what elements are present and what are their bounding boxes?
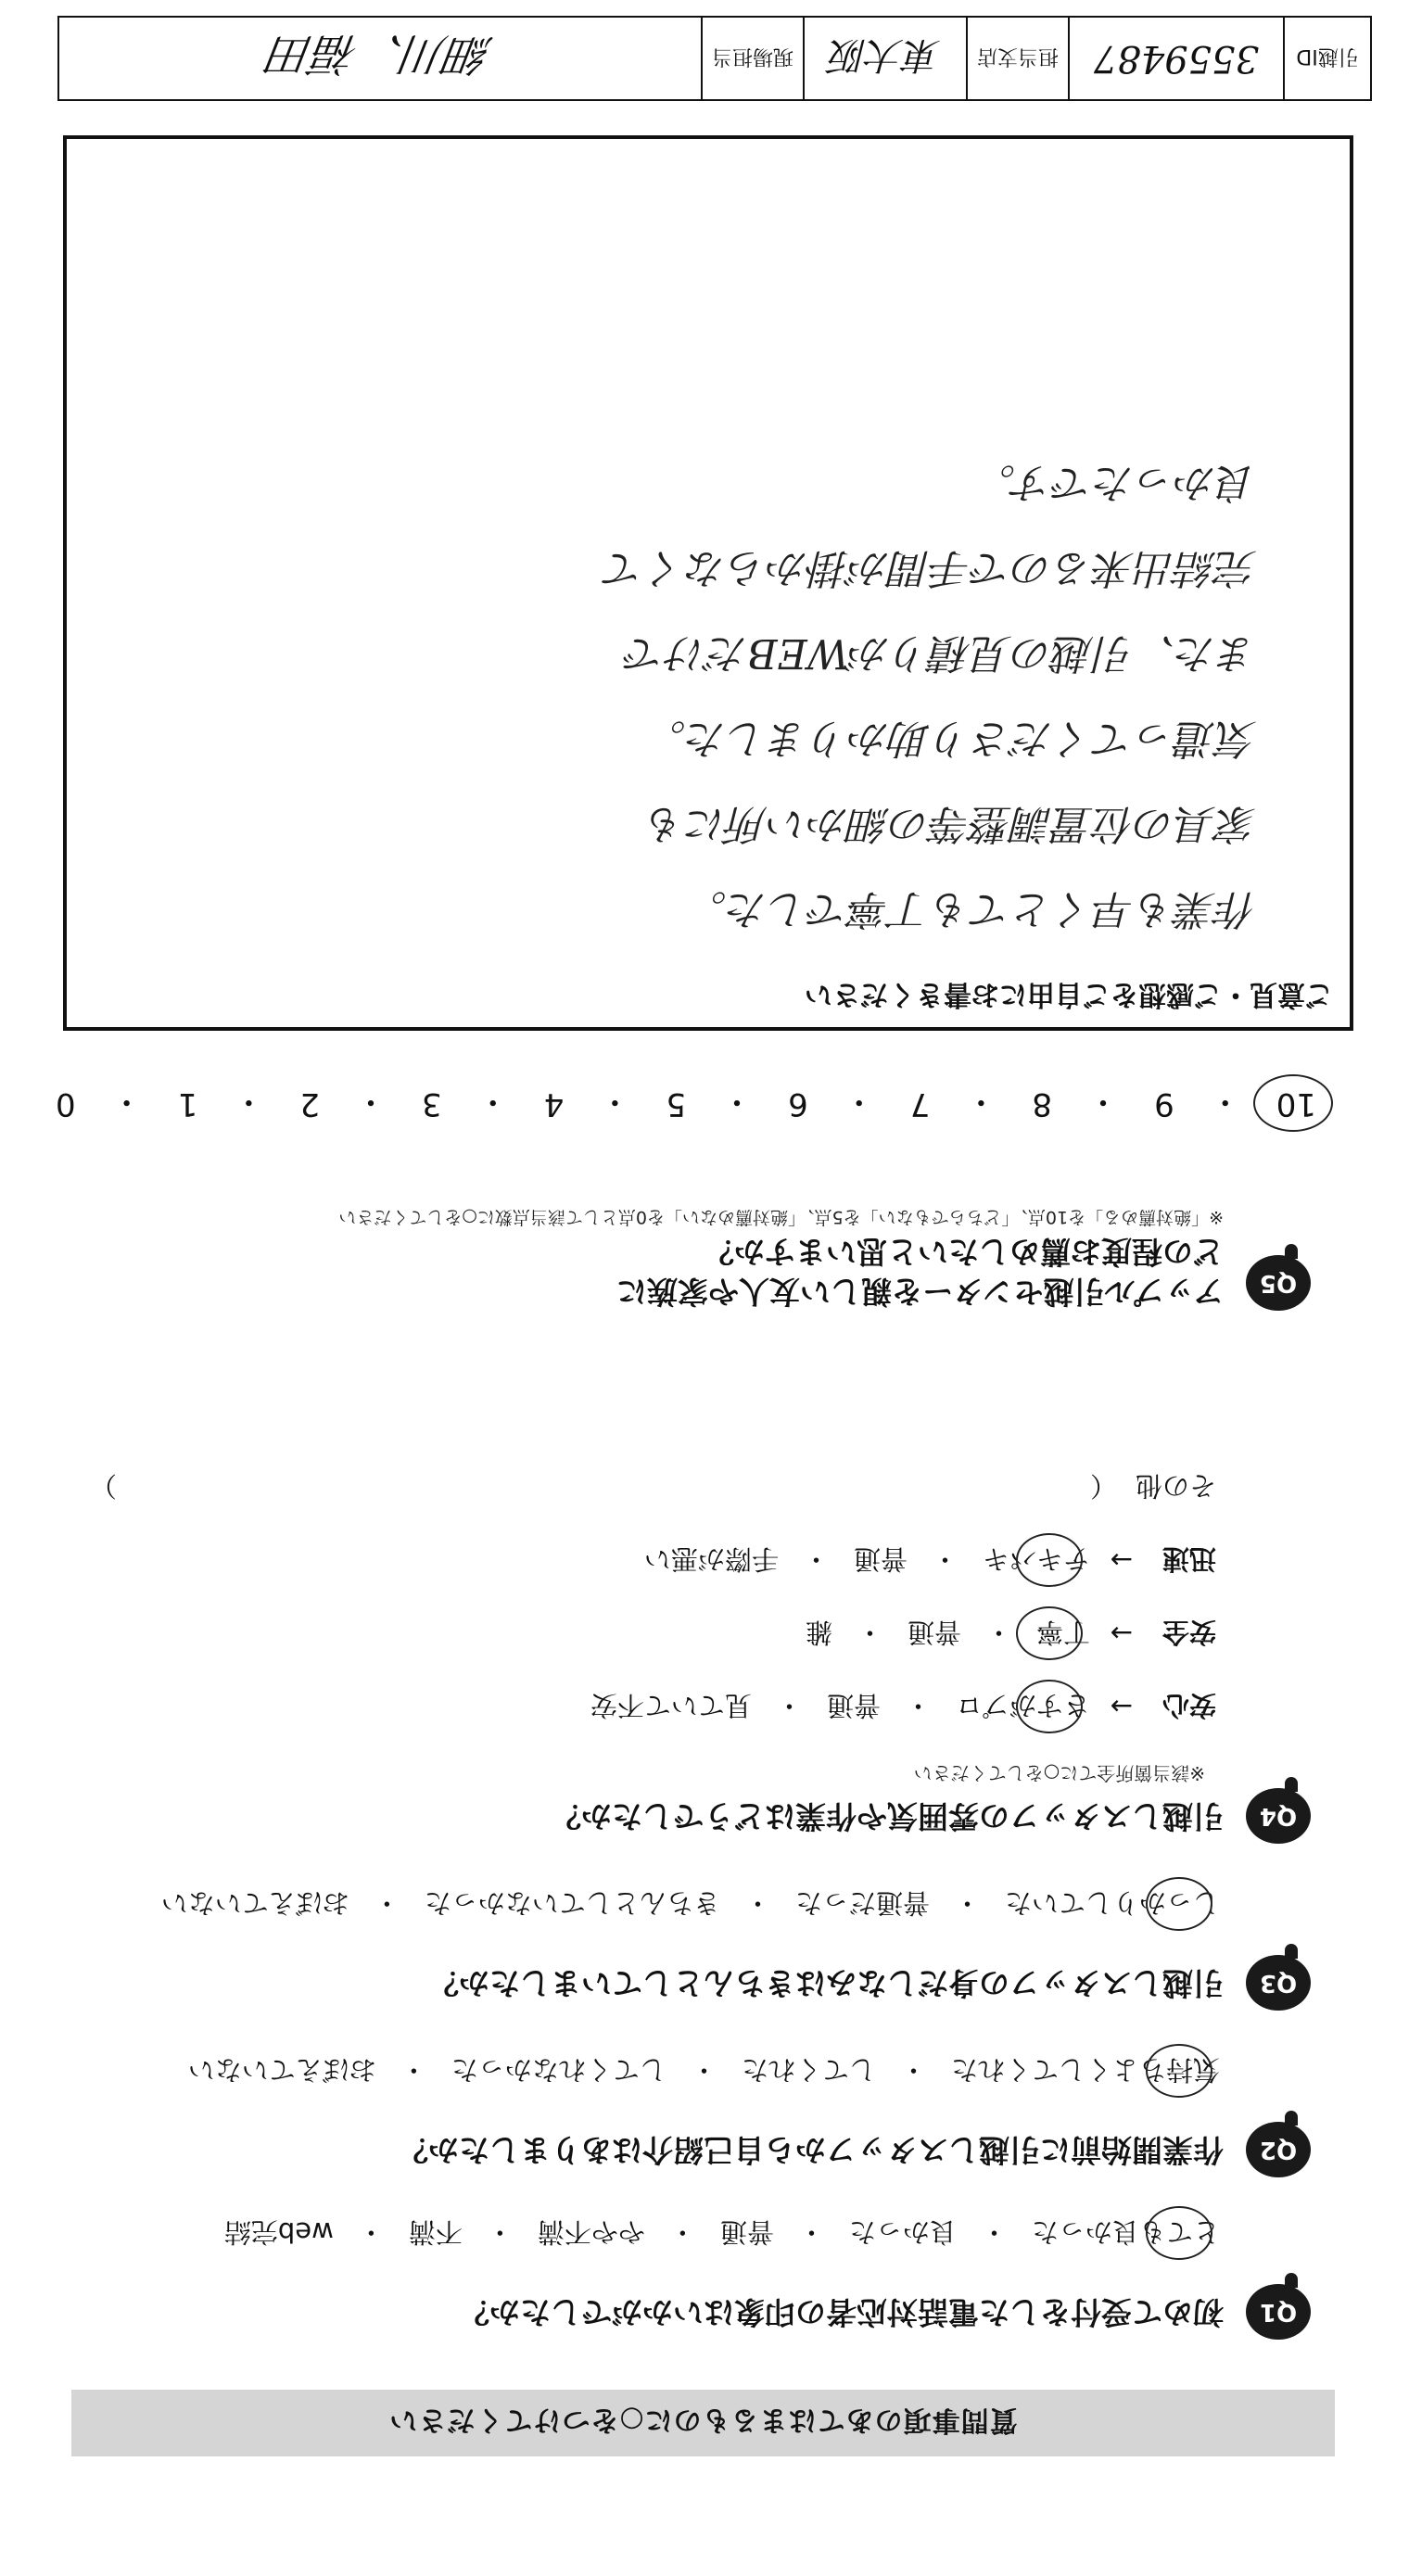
q4-option[interactable]: 見ていて不安 — [590, 1690, 752, 1721]
q4-option[interactable]: 丁寧 — [1033, 1615, 1094, 1653]
q1-option[interactable]: 不満 — [408, 2216, 463, 2248]
instruction-text: 質問事項のあてはまるものに○をつけてください — [388, 2404, 1018, 2436]
q4-option[interactable]: 普通 — [853, 1543, 908, 1575]
comment-line: 気遣ってくださり助かりました。 — [645, 715, 1257, 762]
q5-text-line2: どの程度お薦めしたいと思いますか？ — [704, 1234, 1224, 1271]
scale-option[interactable]: 4 — [543, 1085, 565, 1123]
branch-label: 担当支店 — [968, 18, 1070, 99]
comment-line: 作業も早くとても丁寧でした。 — [686, 885, 1257, 933]
q2-options: 気持ちよくしてくれた ・ してくれた ・ してくれなかった ・ おぼえていない — [65, 2052, 1224, 2090]
row-label: 安全 — [1161, 1617, 1216, 1648]
q4-row-other: その他 （ ） — [65, 1468, 1216, 1506]
q3-option[interactable]: しっかりしていた — [1001, 1885, 1224, 1923]
question-5 — [65, 1206, 1335, 1311]
q4-option[interactable]: テキパキ — [979, 1542, 1094, 1580]
q1-option[interactable]: とても良かった — [1028, 2214, 1224, 2252]
question-3 — [65, 1885, 1335, 2011]
q5-badge: Q5 — [1246, 1255, 1311, 1311]
comment-line: 良かったです。 — [974, 459, 1257, 506]
scale-option[interactable]: 0 — [56, 1085, 76, 1123]
question-4 — [65, 1468, 1335, 1844]
q4-row-anshin: 安心 → さすがプロ ・ 普通 ・ 見ていて不安 — [65, 1688, 1216, 1726]
q1-text: 初めて受付をした電話対応者の印象はいかがでしたか？ — [459, 2294, 1224, 2331]
scale-option[interactable]: 8 — [1032, 1085, 1053, 1123]
other-label: その他 — [1135, 1470, 1216, 1502]
instruction-bar — [71, 2390, 1335, 2456]
q5-text-line1: アップル引越センターを親しい友人や家族に — [616, 1274, 1224, 1310]
row-label: 安心 — [1161, 1690, 1216, 1721]
q3-text: 引越しスタッフの身だしなみはきちんとしていましたか？ — [428, 1965, 1224, 2002]
row-label: 迅速 — [1161, 1543, 1216, 1575]
comments-heading: ご意見・ご感想をご自由にお書きください — [805, 978, 1333, 1010]
scale-option[interactable]: 1 — [177, 1085, 198, 1123]
scale-option[interactable]: 10 — [1276, 1085, 1316, 1123]
q1-badge: Q1 — [1246, 2284, 1311, 2340]
scale-option[interactable]: 7 — [909, 1085, 931, 1123]
q1-option[interactable]: やや不満 — [537, 2216, 645, 2248]
q1-option[interactable]: web完結 — [223, 2216, 334, 2248]
q4-badge: Q4 — [1246, 1788, 1311, 1844]
q4-option[interactable]: 普通 — [907, 1617, 961, 1648]
comment-line: 家具の位置調整等の細かい所にも — [645, 800, 1257, 847]
q3-badge: Q3 — [1246, 1955, 1311, 2011]
q4-note: ※該当箇所全てに○をしてください — [913, 1762, 1205, 1784]
staff-value: 細川、福田 — [265, 28, 496, 81]
scale-option[interactable]: 9 — [1154, 1085, 1174, 1123]
q5-note: ※「絶対薦める」を10点、「どちらでもない」を5点、「絶対薦めない」を0点として該当点数に○をしてください — [338, 1207, 1224, 1228]
q2-text: 作業開始前に引越しスタッフから自己紹介はありましたか？ — [398, 2132, 1224, 2169]
q2-option[interactable]: おぼえていない — [187, 2054, 376, 2086]
q4-row-anzen: 安全 → 丁寧 ・ 普通 ・ 雑 — [65, 1615, 1216, 1653]
q5-scale: 10 ・ 9 ・ 8 ・ 7 ・ 6 ・ 5 ・ 4 ・ 3 ・ 2 ・ 1 ・ 0 — [56, 1083, 1316, 1123]
q4-row-jinsoku: 迅速 → テキパキ ・ 普通 ・ 手際が悪い — [65, 1542, 1216, 1580]
scale-option[interactable]: 3 — [422, 1085, 442, 1123]
question-2 — [65, 2052, 1335, 2177]
scale-option[interactable]: 5 — [666, 1085, 687, 1123]
q2-option[interactable]: 気持ちよくしてくれた — [947, 2052, 1224, 2090]
id-value: 3559487 — [1070, 18, 1285, 99]
id-table — [57, 16, 1372, 101]
staff-signature — [59, 18, 703, 99]
q4-text: 引越しスタッフの雰囲気や作業はどうでしたか？ — [551, 1798, 1224, 1835]
q2-option[interactable]: してくれなかった — [451, 2054, 666, 2086]
branch-value: 東大阪 — [805, 18, 968, 99]
id-label: 引越ID — [1296, 44, 1359, 69]
question-1 — [65, 2214, 1335, 2340]
q1-options: とても良かった ・ 良かった ・ 普通 ・ やや不満 ・ 不満 ・ web完結 — [65, 2214, 1224, 2252]
q3-option[interactable]: 普通だった — [794, 1887, 930, 1919]
q2-badge: Q2 — [1246, 2122, 1311, 2177]
q2-option[interactable]: してくれた — [741, 2054, 876, 2086]
q3-options: しっかりしていた ・ 普通だった ・ きちんとしていなかった ・ おぼえていない — [65, 1885, 1224, 1923]
q3-option[interactable]: おぼえていない — [160, 1887, 349, 1919]
staff-label: 現場担当 — [703, 18, 805, 99]
comments-box[interactable] — [63, 135, 1353, 1031]
scale-option[interactable]: 2 — [299, 1085, 320, 1123]
q4-option[interactable]: 手際が悪い — [643, 1543, 779, 1575]
q1-option[interactable]: 良かった — [848, 2216, 957, 2248]
q4-option[interactable]: 普通 — [826, 1690, 881, 1721]
q4-option[interactable]: さすがプロ — [952, 1688, 1094, 1726]
comment-line: 完結出来るので手間が掛からなくて — [604, 544, 1257, 591]
q4-option[interactable]: 雑 — [805, 1617, 832, 1648]
comment-line: また、引越の見積りがWEBだけで — [625, 629, 1257, 677]
q1-option[interactable]: 普通 — [719, 2216, 774, 2248]
comments-handwriting — [67, 439, 1257, 951]
q3-option[interactable]: きちんとしていなかった — [424, 1887, 720, 1919]
scale-option[interactable]: 6 — [788, 1085, 808, 1123]
